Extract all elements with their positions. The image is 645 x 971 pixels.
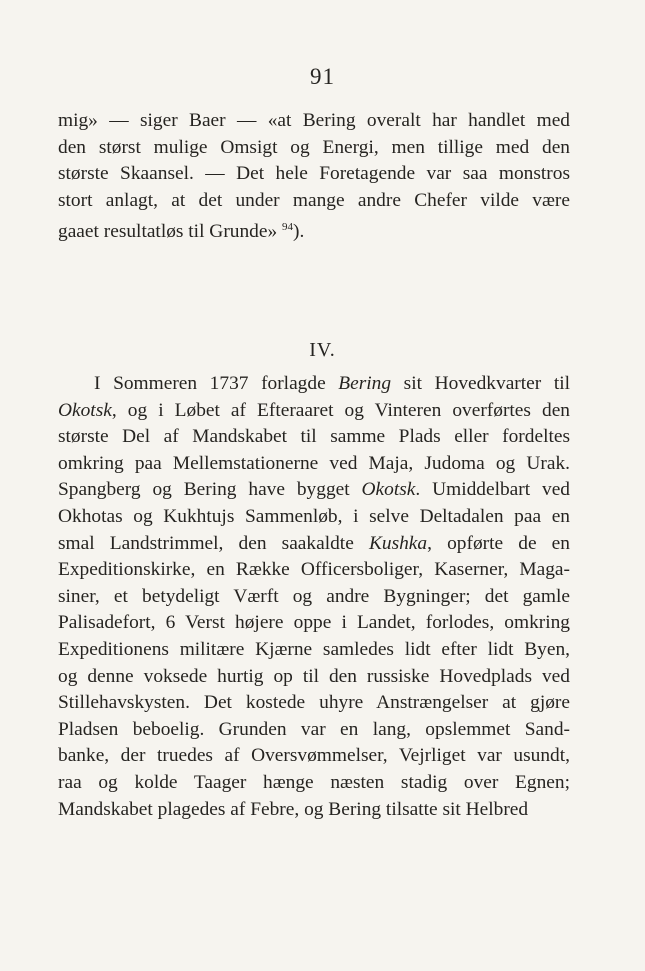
text-line: største Del af Mandskabet til samme Plads eller fordeltes	[58, 426, 570, 448]
line-tail: ).	[293, 221, 305, 243]
italic-name: Bering	[338, 373, 392, 394]
text-line: den størst mulige Omsigt og Energi, men tillige med den	[58, 136, 570, 158]
text-line	[58, 477, 570, 504]
text-line	[58, 371, 570, 398]
text-line	[58, 214, 570, 246]
line-text: , og i Løbet af Efteraaret og Vinteren overførtes den	[111, 399, 570, 421]
text-line: omkring paa Mellemstationerne ved Maja, Judoma og Urak.	[58, 452, 570, 474]
section-heading: IV.	[309, 339, 336, 361]
text-line: Expeditionens militære Kjærne samledes lidt efter lidt Byen,	[58, 638, 570, 660]
text-line: og denne voksede hurtig op til den russiske Hovedplads ved	[58, 665, 570, 687]
text-line: raa og kolde Taager hænge næsten stadig over Egnen;	[58, 771, 570, 793]
footnote-reference: 94	[282, 221, 294, 234]
text-line: Pladsen beboelig. Grunden var en lang, opslemmet Sand-	[58, 718, 570, 740]
text-line: Expeditionskirke, en Række Officersboliger, Kaserner, Maga-	[58, 559, 570, 581]
text-line: Palisadefort, 6 Verst højere oppe i Landet, forlodes, omkring	[58, 612, 570, 634]
text-line: stort anlagt, at det under mange andre Chefer vilde være	[58, 189, 570, 211]
line-text: sit Hovedkvarter til	[391, 373, 570, 394]
text-line	[58, 398, 570, 425]
italic-name: Okotsk	[361, 479, 416, 501]
italic-name: Kushka	[368, 532, 428, 554]
paragraph-continued	[58, 108, 570, 246]
text-line: Okhotas og Kukhtujs Sammenløb, i selve Deltadalen paa en	[58, 505, 570, 527]
text-line	[58, 531, 570, 558]
text-line: mig» — siger Baer — «at Bering overalt har handlet med	[58, 110, 570, 131]
text-line: Stillehavskysten. Det kostede uhyre Anstrængelser at gjøre	[58, 692, 570, 714]
paragraph-main	[58, 371, 570, 823]
line-text: smal Landstrimmel, den saakaldte	[58, 532, 369, 554]
line-text: I Sommeren 1737 forlagde	[94, 373, 339, 394]
page-number: 91	[310, 64, 335, 89]
text-line: banke, der truedes af Oversvømmelser, Vejrliget var usundt,	[58, 745, 570, 767]
line-text: gaaet resultatløs til Grunde»	[58, 221, 278, 243]
italic-name: Okotsk	[58, 399, 112, 421]
line-text: , opførte de en	[427, 532, 570, 554]
text-line: Mandskabet plagedes af Febre, og Bering tilsatte sit Helbred	[58, 798, 529, 820]
text-line: siner, et betydeligt Værft og andre Bygninger; det gamle	[58, 585, 570, 607]
line-text: . Umiddelbart ved	[415, 479, 570, 501]
line-text: Spangberg og Bering have bygget	[58, 479, 362, 501]
text-line: største Skaansel. — Det hele Foretagende var saa monstros	[58, 163, 570, 185]
